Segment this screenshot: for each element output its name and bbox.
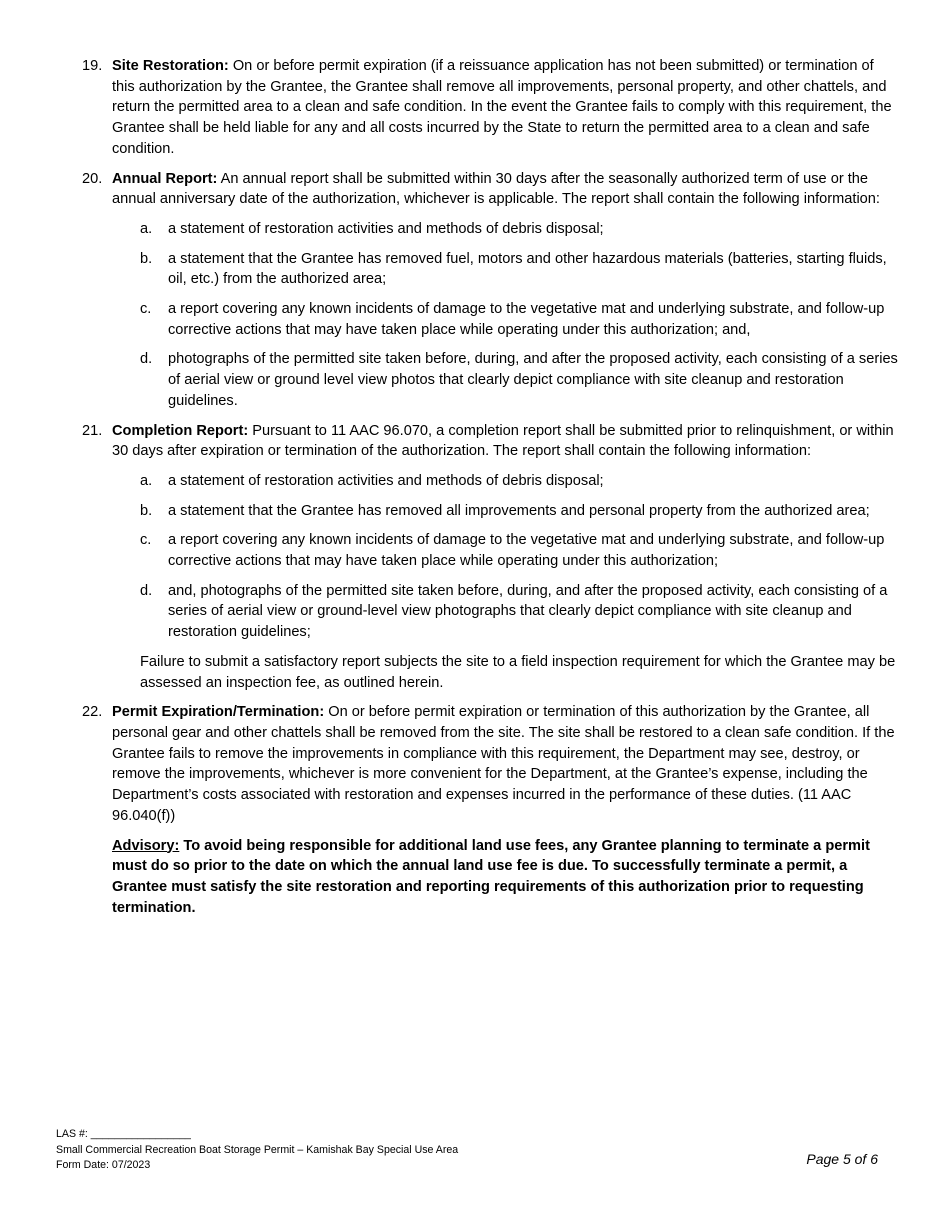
list-letter: d.: [140, 582, 153, 599]
list-item: [112, 471, 900, 492]
list-item: [112, 349, 900, 411]
page-footer: [56, 1127, 458, 1174]
list-letter: c.: [140, 301, 152, 318]
list-text: a report covering any known incidents of damage to the vegetative mat and underlying substrate, and follow-up corrective actions that may have taken place while operating under this authorization; and,: [168, 301, 885, 338]
advisory-note: [112, 836, 900, 919]
list-letter: b.: [140, 502, 153, 519]
condition-number: 20.: [82, 170, 103, 187]
condition-text: An annual report shall be submitted within 30 days after the seasonally authorized term of use or the annual anniversary date of the authorization, whichever is applicable. The report shall contain the following information:: [112, 170, 880, 208]
las-number-field: LAS #: _________________: [56, 1128, 191, 1140]
list-letter: d.: [140, 351, 153, 368]
condition-title: Annual Report:: [112, 170, 218, 187]
condition-text: On or before permit expiration or termination of this authorization by the Grantee, all personal gear and other chattels shall be removed from the site. The site shall be restored to a clean safe condition. If the Grantee fails to remove the improvements in compliance with this requirement, the Department may see, destroy, or remove the improvements, whichever is more convenient for the Department, at the Grantee’s expense, including the Department’s costs associated with restoration and expenses incurred in the performance of these duties. (11 AAC 96.040(f)): [112, 704, 895, 824]
list-item: [112, 501, 900, 522]
list-letter: c.: [140, 532, 152, 549]
list-text: photographs of the permitted site taken before, during, and after the proposed activity, each consisting of a series of aerial view or ground level view photos that clearly depict compliance with site cleanup and restoration guidelines.: [168, 351, 898, 409]
condition-title: Site Restoration:: [112, 58, 229, 74]
condition-20: [0, 169, 950, 412]
condition-number: 22.: [82, 704, 103, 721]
list-item: [112, 249, 900, 290]
advisory-label: Advisory:: [112, 837, 180, 854]
completion-report-list: [112, 471, 900, 643]
list-text: a statement of restoration activities and methods of debris disposal;: [168, 220, 604, 237]
list-text: a statement that the Grantee has removed fuel, motors and other hazardous materials (batteries, starting fluids, oil, etc.) from the authorized area;: [168, 250, 887, 288]
condition-text: On or before permit expiration (if a reissuance application has not been submitted) or termination of this authorization by the Grantee, the Grantee shall remove all improvements, personal property, and other chattels, and return the permitted area to a clean and safe condition. In the event the Grantee fails to comply with this requirement, the Grantee shall be held liable for any and all costs incurred by the State to return the permitted area to a clean and safe condition.: [112, 58, 892, 157]
form-title: Small Commercial Recreation Boat Storage Permit – Kamishak Bay Special Use Area: [56, 1143, 459, 1156]
condition-number: 21.: [82, 422, 103, 439]
advisory-text: To avoid being responsible for additional land use fees, any Grantee planning to terminate a permit must do so prior to the date on which the annual land use fee is due. To successfully terminate a permit, a Grantee must satisfy the site restoration and reporting requirements of this authorization prior to requesting termination.: [112, 837, 870, 916]
list-letter: a.: [140, 220, 153, 237]
list-item: [112, 299, 900, 340]
condition-19: [0, 56, 950, 160]
permit-conditions: [0, 56, 950, 927]
condition-title: Permit Expiration/Termination:: [112, 704, 325, 721]
list-text: a statement that the Grantee has removed all improvements and personal property from the authorized area;: [168, 502, 870, 519]
page-number: Page 5 of 6: [806, 1151, 878, 1167]
condition-title: Completion Report:: [112, 422, 249, 439]
form-date: Form Date: 07/2023: [56, 1159, 151, 1171]
condition-21: [0, 421, 950, 694]
list-letter: b.: [140, 250, 153, 267]
list-item: [112, 581, 900, 643]
condition-22: [0, 702, 950, 918]
list-item: [112, 219, 900, 240]
list-text: and, photographs of the permitted site taken before, during, and after the proposed activity, each consisting of a series of aerial view or ground-level view photographs that clearly depict compliance with site cleanup and restoration guidelines;: [168, 582, 888, 641]
list-item: [112, 530, 900, 571]
list-text: a statement of restoration activities and methods of debris disposal;: [168, 472, 604, 489]
list-text: a report covering any known incidents of damage to the vegetative mat and underlying substrate, and follow-up corrective actions that may have taken place while operating under this authorization;: [168, 532, 885, 570]
inspection-note: Failure to submit a satisfactory report subjects the site to a field inspection requirement for which the Grantee may be assessed an inspection fee, as outlined herein.: [140, 653, 896, 691]
condition-number: 19.: [82, 58, 103, 74]
condition-text: Pursuant to 11 AAC 96.070, a completion report shall be submitted prior to relinquishment, or within 30 days after expiration or termination of the authorization. The report shall contain the following information:: [112, 422, 894, 460]
list-letter: a.: [140, 472, 153, 489]
annual-report-list: [112, 219, 900, 412]
